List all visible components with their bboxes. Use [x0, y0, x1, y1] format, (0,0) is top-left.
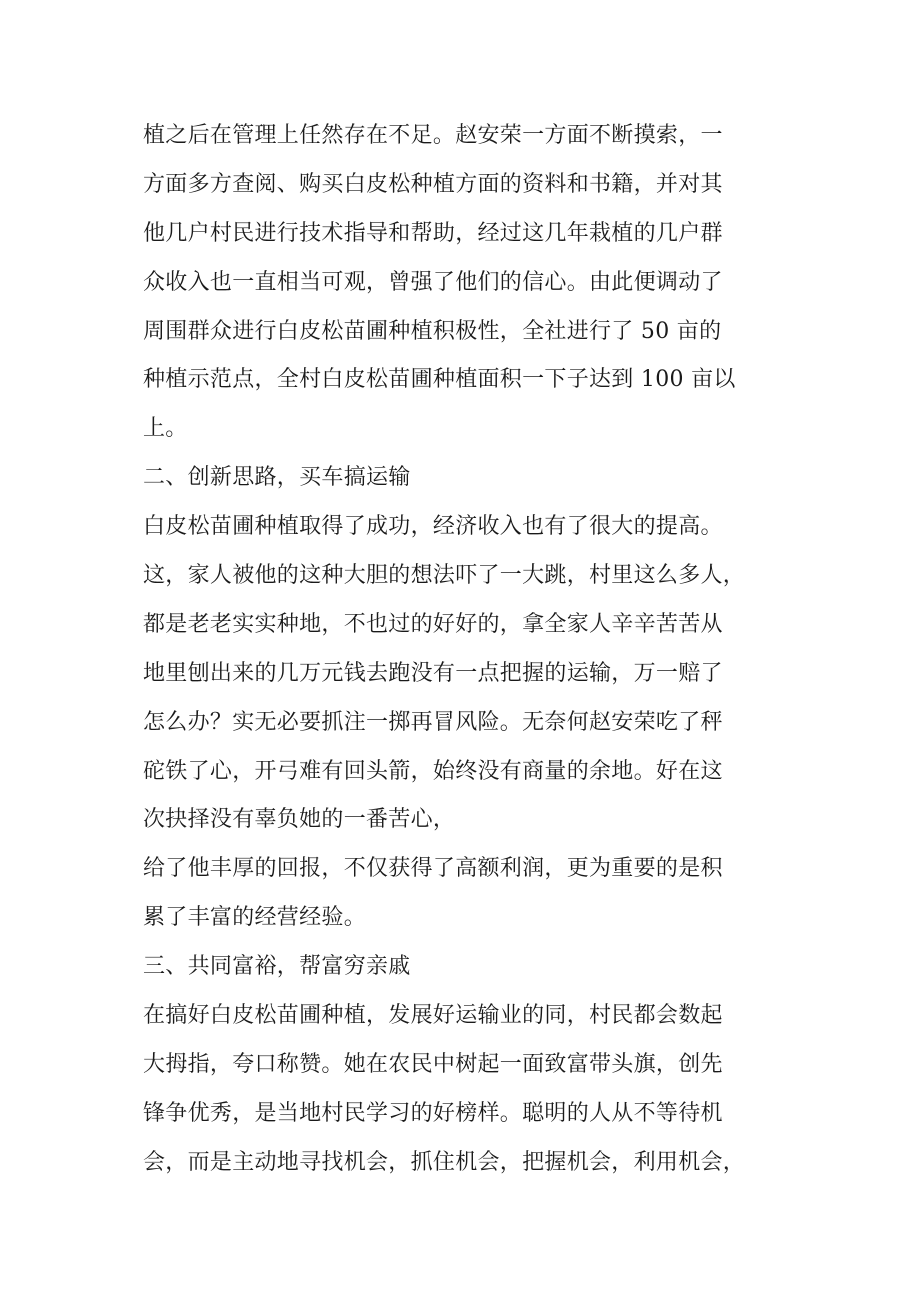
text-line: 砣铁了心，开弓难有回头箭，始终没有商量的余地。好在这: [143, 758, 723, 784]
text-line: 锋争优秀，是当地村民学习的好榜样。聪明的人从不等待机: [143, 1100, 723, 1126]
text-line: 大拇指，夸口称赞。她在农民中树起一面致富带头旗，创先: [143, 1051, 723, 1077]
text-line: 白皮松苗圃种植取得了成功，经济收入也有了很大的提高。: [143, 514, 723, 540]
text-line: 地里刨出来的几万元钱去跑没有一点把握的运输，万一赔了: [143, 660, 723, 686]
text-line: 种植示范点，全村白皮松苗圃种植面积一下子达到 100 亩以: [143, 367, 736, 393]
text-line: 给了他丰厚的回报，不仅获得了高额利润，更为重要的是积: [143, 856, 723, 882]
text-line: 会，而是主动地寻找机会，抓住机会，把握机会，利用机会，: [143, 1149, 746, 1175]
text-line: 植之后在管理上任然存在不足。赵安荣一方面不断摸索，一: [143, 123, 723, 148]
text-line: 周围群众进行白皮松苗圃种植积极性，全社进行了 50 亩的: [143, 318, 722, 344]
text-line: 方面多方查阅、购买白皮松种植方面的资料和书籍，并对其: [143, 171, 723, 197]
text-line: 他几户村民进行技术指导和帮助，经过这几年栽植的几户群: [143, 220, 723, 246]
text-line: 这，家人被他的这种大胆的想法吓了一大跳，村里这么多人，: [143, 563, 746, 589]
section-heading: 三、共同富裕，帮富穷亲戚: [143, 954, 411, 980]
section-heading: 二、创新思路，买车搞运输: [143, 465, 411, 491]
document-body: [143, 112, 803, 1188]
text-line: 众收入也一直相当可观，曾强了他们的信心。由此便调动了: [143, 269, 723, 295]
text-line: 在搞好白皮松苗圃种植，发展好运输业的同，村民都会数起: [143, 1003, 723, 1029]
text-line: 怎么办？实无必要抓注一掷再冒风险。无奈何赵安荣吃了秤: [143, 709, 723, 735]
text-line: 次抉择没有辜负她的一番苦心，: [143, 807, 456, 833]
text-line: 都是老老实实种地，不也过的好好的，拿全家人辛辛苦苦从: [143, 611, 723, 637]
text-line: 上。: [143, 416, 188, 442]
text-line: 累了丰富的经营经验。: [143, 905, 367, 931]
